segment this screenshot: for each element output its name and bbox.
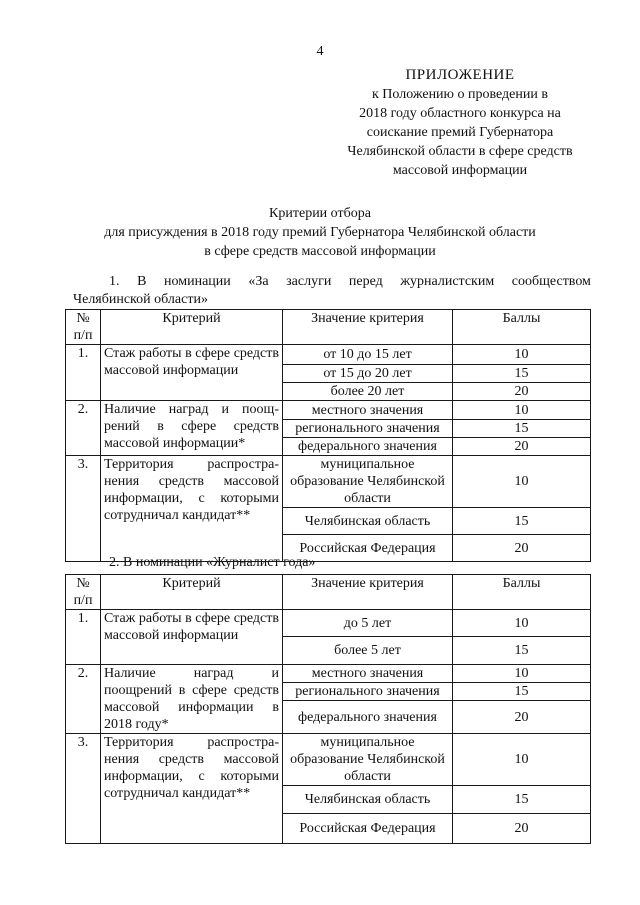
points-cell: 15 bbox=[453, 508, 591, 535]
criterion-cell: Территория распростра-нения средств массовой информации, с которыми сотрудничал кандидат** bbox=[101, 456, 283, 562]
criterion-cell: Территория распростра-нения средств массовой информации, с которыми сотрудничал кандидат** bbox=[101, 734, 283, 844]
criteria-title-line: в сфере средств массовой информации bbox=[204, 244, 436, 259]
criterion-cell: Стаж работы в сфере средств массовой информации bbox=[101, 610, 283, 665]
value-cell: регионального значения bbox=[283, 420, 453, 438]
row-number: 3. bbox=[66, 734, 101, 844]
page-number: 4 bbox=[316, 44, 324, 59]
nomination-2-line1: 2. В номинации «Журналист года» bbox=[109, 555, 316, 570]
criteria-title bbox=[60, 204, 580, 261]
nomination-1-word: перед bbox=[348, 274, 383, 289]
appendix-line: 2018 году областного конкурса на bbox=[359, 106, 561, 121]
points-cell: 10 bbox=[453, 665, 591, 683]
points-cell: 10 bbox=[453, 345, 591, 365]
criteria-table-2 bbox=[65, 574, 591, 844]
value-cell: более 20 лет bbox=[283, 383, 453, 401]
points-cell: 15 bbox=[453, 637, 591, 665]
appendix-line: к Положению о проведении в bbox=[372, 87, 548, 102]
row-number: 1. bbox=[66, 610, 101, 665]
header-points: Баллы bbox=[453, 310, 591, 345]
header-value: Значение критерия bbox=[283, 310, 453, 345]
points-cell: 20 bbox=[453, 438, 591, 456]
value-cell: от 10 до 15 лет bbox=[283, 345, 453, 365]
appendix-block bbox=[300, 66, 620, 180]
nomination-1-word: сообществом bbox=[511, 274, 591, 289]
header-value: Значение критерия bbox=[283, 575, 453, 610]
points-cell: 20 bbox=[453, 814, 591, 844]
value-cell: муниципальное образование Челябинской области bbox=[283, 734, 453, 786]
header-num: № п/п bbox=[66, 310, 101, 345]
nomination-1-line2: Челябинской области» bbox=[73, 292, 208, 307]
points-cell: 10 bbox=[453, 456, 591, 508]
nomination-1-heading bbox=[73, 273, 591, 309]
criteria-table-1 bbox=[65, 309, 591, 562]
nomination-1-word: 1. bbox=[109, 274, 120, 289]
header-criterion: Критерий bbox=[101, 310, 283, 345]
criterion-cell: Стаж работы в сфере средств массовой информации bbox=[101, 345, 283, 401]
appendix-line: массовой информации bbox=[392, 163, 528, 178]
row-number: 1. bbox=[66, 345, 101, 401]
points-cell: 10 bbox=[453, 734, 591, 786]
nomination-1-word: «За bbox=[248, 274, 269, 289]
points-cell: 20 bbox=[453, 383, 591, 401]
nomination-1-word: номинации bbox=[164, 274, 231, 289]
value-cell: местного значения bbox=[283, 665, 453, 683]
criteria-title-line: для присуждения в 2018 году премий Губернатора Челябинской области bbox=[104, 225, 536, 240]
appendix-line: Челябинской области в сфере средств bbox=[347, 144, 573, 159]
row-number: 2. bbox=[66, 665, 101, 734]
value-cell: регионального значения bbox=[283, 683, 453, 701]
criterion-cell: Наличие наград и поощрений в сфере средств массовой информации в 2018 году* bbox=[101, 665, 283, 734]
header-points: Баллы bbox=[453, 575, 591, 610]
points-cell: 20 bbox=[453, 701, 591, 734]
value-cell: до 5 лет bbox=[283, 610, 453, 637]
value-cell: федерального значения bbox=[283, 438, 453, 456]
value-cell: более 5 лет bbox=[283, 637, 453, 665]
criteria-title-line: Критерии отбора bbox=[269, 206, 371, 221]
points-cell: 10 bbox=[453, 401, 591, 420]
value-cell: Российская Федерация bbox=[283, 535, 453, 562]
nomination-1-line1 bbox=[73, 273, 591, 291]
value-cell: от 15 до 20 лет bbox=[283, 365, 453, 383]
points-cell: 15 bbox=[453, 420, 591, 438]
points-cell: 15 bbox=[453, 365, 591, 383]
value-cell: местного значения bbox=[283, 401, 453, 420]
points-cell: 15 bbox=[453, 786, 591, 814]
value-cell: Челябинская область bbox=[283, 786, 453, 814]
appendix-line: соискание премий Губернатора bbox=[366, 125, 554, 140]
appendix-heading: ПРИЛОЖЕНИЕ bbox=[405, 67, 515, 83]
nomination-2-heading bbox=[73, 554, 591, 572]
nomination-1-word: заслуги bbox=[286, 274, 332, 289]
header-criterion: Критерий bbox=[101, 575, 283, 610]
nomination-1-word: В bbox=[137, 274, 147, 289]
row-number: 3. bbox=[66, 456, 101, 562]
value-cell: Российская Федерация bbox=[283, 814, 453, 844]
value-cell: федерального значения bbox=[283, 701, 453, 734]
nomination-1-word: журналистским bbox=[400, 274, 495, 289]
points-cell: 20 bbox=[453, 535, 591, 562]
points-cell: 15 bbox=[453, 683, 591, 701]
value-cell: Челябинская область bbox=[283, 508, 453, 535]
criterion-cell: Наличие наград и поощ-рений в сфере средств массовой информации* bbox=[101, 401, 283, 456]
row-number: 2. bbox=[66, 401, 101, 456]
header-num: № п/п bbox=[66, 575, 101, 610]
points-cell: 10 bbox=[453, 610, 591, 637]
value-cell: муниципальное образование Челябинской области bbox=[283, 456, 453, 508]
